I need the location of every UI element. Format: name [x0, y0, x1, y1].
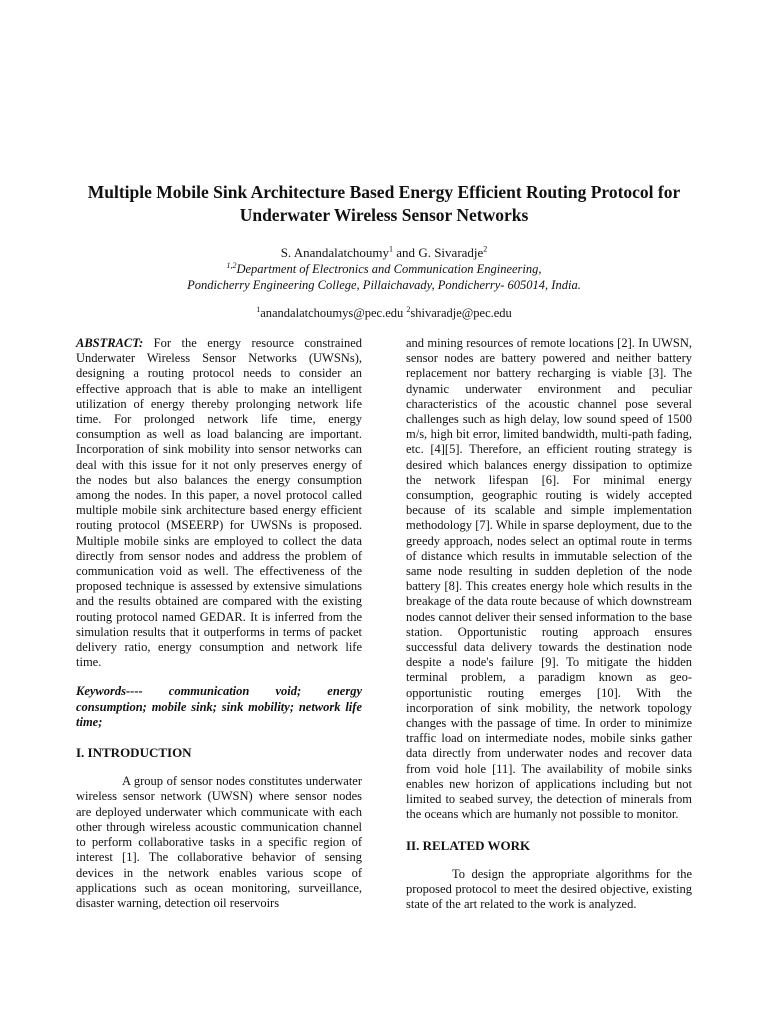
author-1: S. Anandalatchoumy — [280, 245, 390, 260]
abstract-label: ABSTRACT: — [76, 336, 144, 350]
abstract-text: For the energy resource constrained Underwater Wireless Sensor Networks (UWSNs), designing a routing protocol needs to consider an effective approach that is able to make an intelligent utilization of energy thereby prolonging network life time. For prolonged network life time, energy consumption as well as load balancing are important. Incorporation of sink mobility into sensor networks can deal with this issue for it not only preserves energy of the nodes but also balances the energy consumption among the nodes. In this paper, a novel protocol called multiple mobile sink architecture based energy efficient routing protocol (MSEERP) for UWSNs is proposed. Multiple mobile sinks are employed to collect the data directly from sensor nodes and address the problem of communication void as well. The effectiveness of the proposed technique is assessed by extensive simulations and the results obtained are compared with the existing routing protocol named GEDAR. It is inferred from the simulation results that it outperforms in terms of packet delivery ratio, energy consumption and network life time. — [76, 336, 362, 670]
affiliation-line-1: $^{1,2}$Department of Electronics and Communication Engineering, — [226, 260, 542, 276]
author-2-sup: 2 — [483, 244, 488, 254]
left-column — [76, 336, 362, 911]
author-conjunction: and — [393, 245, 419, 260]
abstract — [76, 336, 362, 670]
section-heading-introduction: I. INTRODUCTION — [76, 745, 192, 761]
affiliation-sup: 1,2 — [226, 260, 237, 270]
affiliation-line-2: Pondicherry Engineering College, Pillaichavady, Pondicherry- 605014, India. — [187, 278, 581, 292]
paper-title: Multiple Mobile Sink Architecture Based Energy Efficient Routing Protocol for Underwater Wireless Sensor Networks — [87, 182, 681, 225]
email-1: anandalatchoumys@pec.edu — [260, 306, 404, 320]
related-work-paragraph: To design the appropriate algorithms for the proposed protocol to meet the desired objective, existing state of the art related to the work is analyzed. — [406, 866, 692, 912]
introduction-paragraph: A group of sensor nodes constitutes underwater wireless sensor network (UWSN) where sensor nodes are deployed underwater which communicate with each other through wireless acoustic communication channel to perform collaborative tasks in a specific region of interest [1]. The collaborative behavior of sensing devices in the network enables various scope of applications such as ocean monitoring, surveillance, disaster warning, detection oil reservoirs — [76, 774, 362, 910]
affiliation — [60, 261, 708, 293]
email-2-sup: 2 — [406, 304, 411, 314]
section-heading-related-work: II. RELATED WORK — [406, 837, 531, 853]
right-column — [406, 336, 692, 912]
email-line — [0, 305, 768, 321]
author-line — [0, 245, 768, 261]
email-1-sup: 1 — [256, 304, 261, 314]
introduction-continued: and mining resources of remote locations [2]. In UWSN, sensor nodes are battery powered and neither battery replacement nor battery recharging is viable [3]. The dynamic underwater environment and peculiar characteristics of the acoustic channel pose several challenges such as high delay, low sound speed of 1500 m/s, high bit error, limited bandwidth, multi-path fading, etc. [4][5]. Therefore, an efficient routing strategy is desired which balances energy dissipation to optimize the network lifespan [6]. For minimal energy consumption, geographic routing is widely accepted because of its scalable and simple implementation methodology [7]. While in sparse deployment, due to the greedy approach, nodes select an optimal route in terms of distance which results in immutable selection of the same node resulting in sudden depletion of the node battery [8]. This creates energy hole which results in the breakage of the data route because of which downstream nodes cannot deliver their sensed information to the base station. Opportunistic routing approach ensures successful data delivery towards the destination node despite a node's failure [9]. To mitigate the hidden terminal problem, a paradigm known as geo-opportunistic routing emerges [10]. With the incorporation of sink mobility, the network topology changes with the passage of time. In order to minimize traffic load on intermediate nodes, mobile sinks gather data directly from underwater nodes and recover data from void hole [11]. The availability of mobile sinks enables new horizon of applications including but not limited to seabed survey, the detection of minerals from the oceans which are humanly not possible to monitor. — [406, 336, 692, 822]
keywords: Keywords---- communication void; energy consumption; mobile sink; sink mobility; network life time; — [76, 684, 362, 729]
author-1-sup: 1 — [389, 244, 394, 254]
email-2: shivaradje@pec.edu — [410, 306, 512, 320]
author-2: G. Sivaradje — [418, 245, 484, 260]
